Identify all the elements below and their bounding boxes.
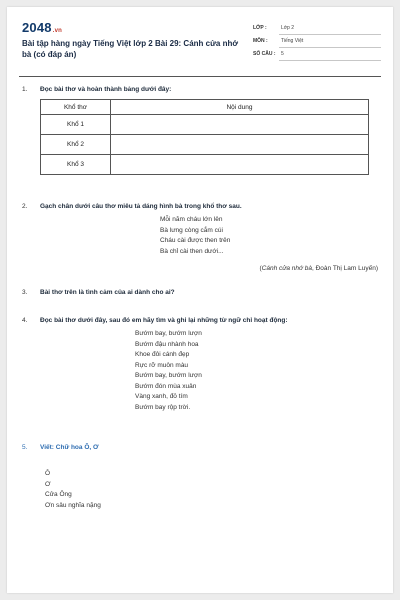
poem-line[interactable]: Mỗi năm cháu lớn lên [160, 216, 223, 223]
writing-practice [45, 469, 101, 511]
meta-class [253, 23, 381, 35]
logo-main: 2048 [22, 20, 52, 35]
table-row [41, 155, 369, 175]
meta-subject-label: MÔN : [253, 38, 268, 44]
question-2-number: 2. [22, 203, 28, 210]
table-cell-stanza: Khổ 2 [41, 135, 111, 155]
poem-line[interactable]: Cháu cài được then trên [160, 237, 231, 244]
meta-class-underline [279, 34, 381, 35]
question-2 [22, 203, 242, 210]
poem-line: Khoe đôi cánh đẹp [135, 351, 190, 358]
meta-subject-value: Tiếng Việt [281, 38, 304, 44]
table-header-row [41, 100, 369, 115]
question-5 [22, 444, 99, 451]
logo-suffix: .vn [52, 28, 63, 34]
poem-line: Bướm bay, bướm lượn [135, 372, 202, 379]
table-cell-answer[interactable] [111, 115, 369, 135]
table-header-content: Nội dung [111, 100, 369, 115]
practice-line: Ơn sâu nghĩa nặng [45, 501, 101, 509]
question-3-number: 3. [22, 289, 28, 296]
meta-class-label: LỚP : [253, 25, 267, 31]
practice-line: Ơ [45, 480, 51, 488]
practice-line: Cửa Ông [45, 491, 72, 499]
site-logo[interactable] [22, 20, 62, 35]
question-4 [22, 317, 288, 324]
poem-source: (Cánh cửa nhớ bà, Đoàn Thị Lam Luyến) [259, 265, 378, 272]
meta-count-value: 5 [281, 51, 284, 57]
question-3-text: Bài thơ trên là tình cảm của ai dành cho ai? [40, 289, 175, 296]
question-4-text: Đọc bài thơ dưới đây, sau đó em hãy tìm và ghi lại những từ ngữ chỉ hoạt động: [40, 317, 288, 324]
meta-count-label: SỐ CÂU : [253, 51, 276, 57]
question-5-number: 5. [22, 444, 28, 451]
stanza-table [40, 99, 369, 175]
table-cell-answer[interactable] [111, 135, 369, 155]
question-1 [22, 86, 171, 93]
meta-subject [253, 36, 381, 48]
poem-line: Rực rỡ muôn màu [135, 361, 189, 369]
meta-class-value: Lớp 2 [281, 25, 295, 31]
source-title: Cánh cửa nhớ bà [261, 265, 312, 272]
source-author: , Đoàn Thị Lam Luyến) [312, 265, 378, 272]
table-header-stanza: Khổ thơ [41, 100, 111, 115]
table-cell-stanza: Khổ 3 [41, 155, 111, 175]
poem-line: Vàng xanh, đỏ tím [135, 393, 188, 400]
table-cell-answer[interactable] [111, 155, 369, 175]
poem-line[interactable]: Bà chỉ cài then dưới... [160, 247, 224, 255]
meta-count-underline [279, 60, 381, 61]
grandma-poem [160, 215, 230, 257]
practice-line: Ô [45, 470, 51, 477]
question-5-text: Viết: Chữ hoa Ô, Ơ [40, 444, 99, 451]
question-2-text: Gạch chân dưới câu thơ miêu tả dáng hình bà trong khổ thơ sau. [40, 203, 242, 210]
question-1-text: Đọc bài thơ và hoàn thành bảng dưới đây: [40, 86, 172, 93]
poem-line[interactable]: Bà lưng còng cắm cúi [160, 226, 223, 234]
meta-subject-underline [279, 47, 381, 48]
question-3 [22, 289, 175, 296]
table-cell-stanza: Khổ 1 [41, 115, 111, 135]
document-title: Bài tập hàng ngày Tiếng Việt lớp 2 Bài 29: Cánh cửa nhớ bà (có đáp án) [22, 39, 239, 59]
header-divider [19, 76, 381, 77]
question-4-number: 4. [22, 317, 28, 324]
table-row [41, 135, 369, 155]
poem-line: Bướm bay rộp trời. [135, 403, 191, 411]
butterfly-poem [135, 329, 202, 413]
question-1-number: 1. [22, 86, 28, 93]
table-row [41, 115, 369, 135]
poem-line: Bướm đón mùa xuân [135, 382, 197, 390]
worksheet-page [7, 7, 393, 593]
poem-line: Bướm đậu nhành hoa [135, 340, 199, 348]
poem-line: Bướm bay, bướm lượn [135, 330, 202, 337]
meta-question-count [253, 49, 381, 61]
